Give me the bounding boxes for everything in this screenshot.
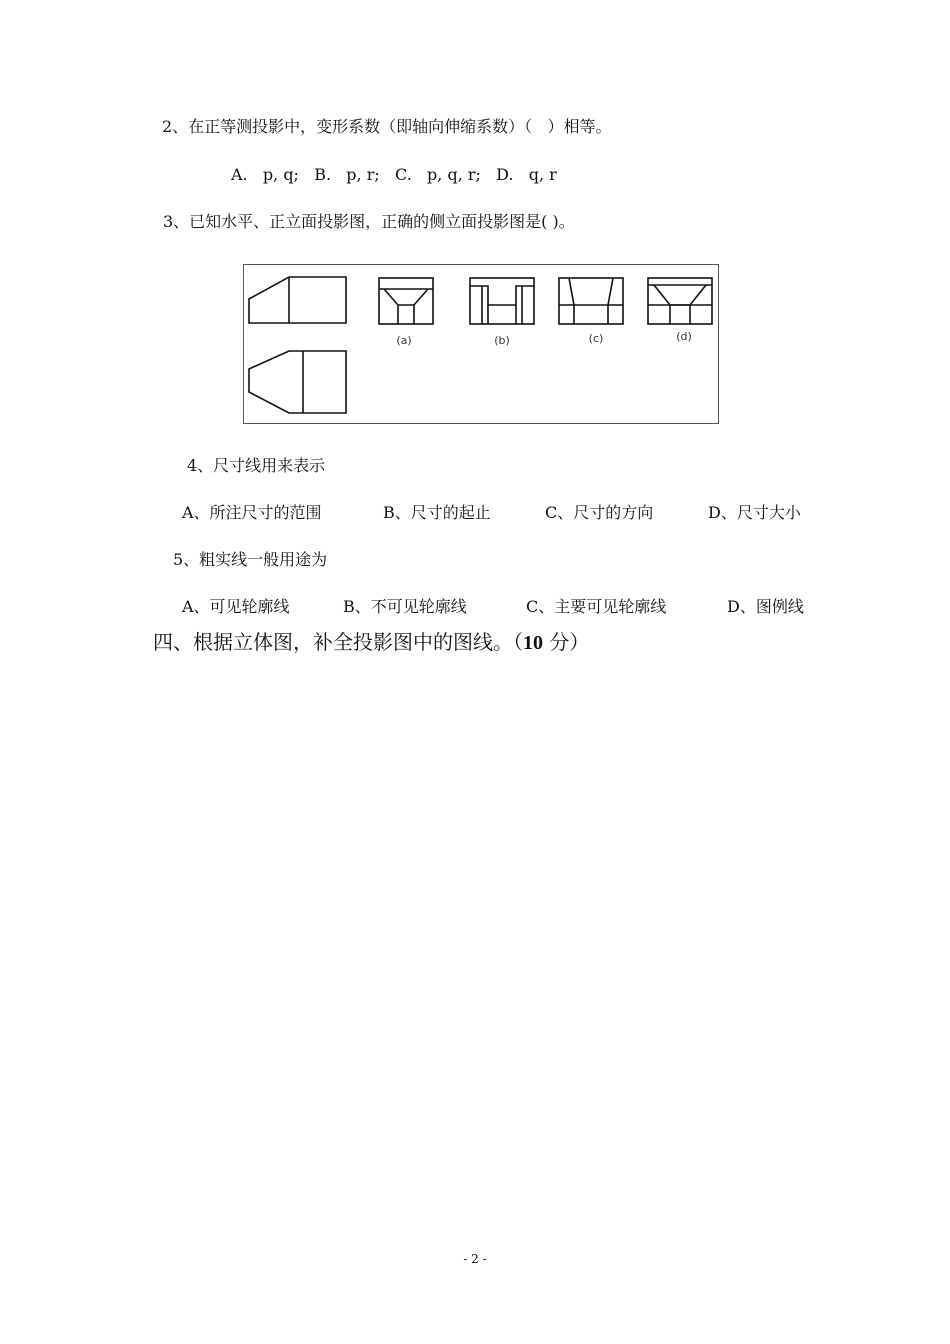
section-4-heading	[153, 629, 589, 656]
question-4-option-d: D、尺寸大小	[708, 503, 801, 522]
question-4-option-b: B、尺寸的起止	[383, 503, 491, 522]
projection-figure	[243, 264, 719, 424]
page-number: - 2 -	[463, 1252, 487, 1266]
label-d: (d)	[676, 330, 692, 343]
question-2-text: 2、在正等测投影中，变形系数（即轴向伸缩系数）（ ）相等。	[162, 117, 612, 136]
front-view	[249, 277, 346, 323]
question-5-text: 5、粗实线一般用途为	[173, 550, 328, 569]
projection-drawing	[244, 265, 718, 423]
question-5-option-d: D、图例线	[727, 597, 804, 616]
option-b-drawing	[470, 278, 534, 324]
question-2-options: A. p, q; B. p, r; C. p, q, r; D. q, r	[231, 165, 557, 184]
option-a-drawing	[379, 278, 433, 324]
option-d-drawing	[648, 278, 712, 324]
label-b: (b)	[494, 334, 510, 347]
plan-view	[249, 351, 346, 413]
question-5-option-b: B、不可见轮廓线	[343, 597, 467, 616]
section-4-score: 10	[523, 632, 543, 654]
question-4-option-a: A、所注尺寸的范围	[182, 503, 322, 522]
question-3-text: 3、已知水平、正立面投影图，正确的侧立面投影图是( )。	[163, 212, 575, 231]
question-5-option-c: C、主要可见轮廓线	[526, 597, 667, 616]
label-c: (c)	[588, 332, 604, 345]
section-4-title-end: 分）	[543, 630, 590, 654]
question-4-option-c: C、尺寸的方向	[545, 503, 654, 522]
option-c-drawing	[559, 278, 623, 324]
section-4-title: 四、根据立体图，补全投影图中的图线。（	[153, 630, 523, 654]
question-4-text: 4、尺寸线用来表示	[187, 456, 326, 475]
label-a: (a)	[396, 334, 412, 347]
question-5-option-a: A、可见轮廓线	[182, 597, 290, 616]
